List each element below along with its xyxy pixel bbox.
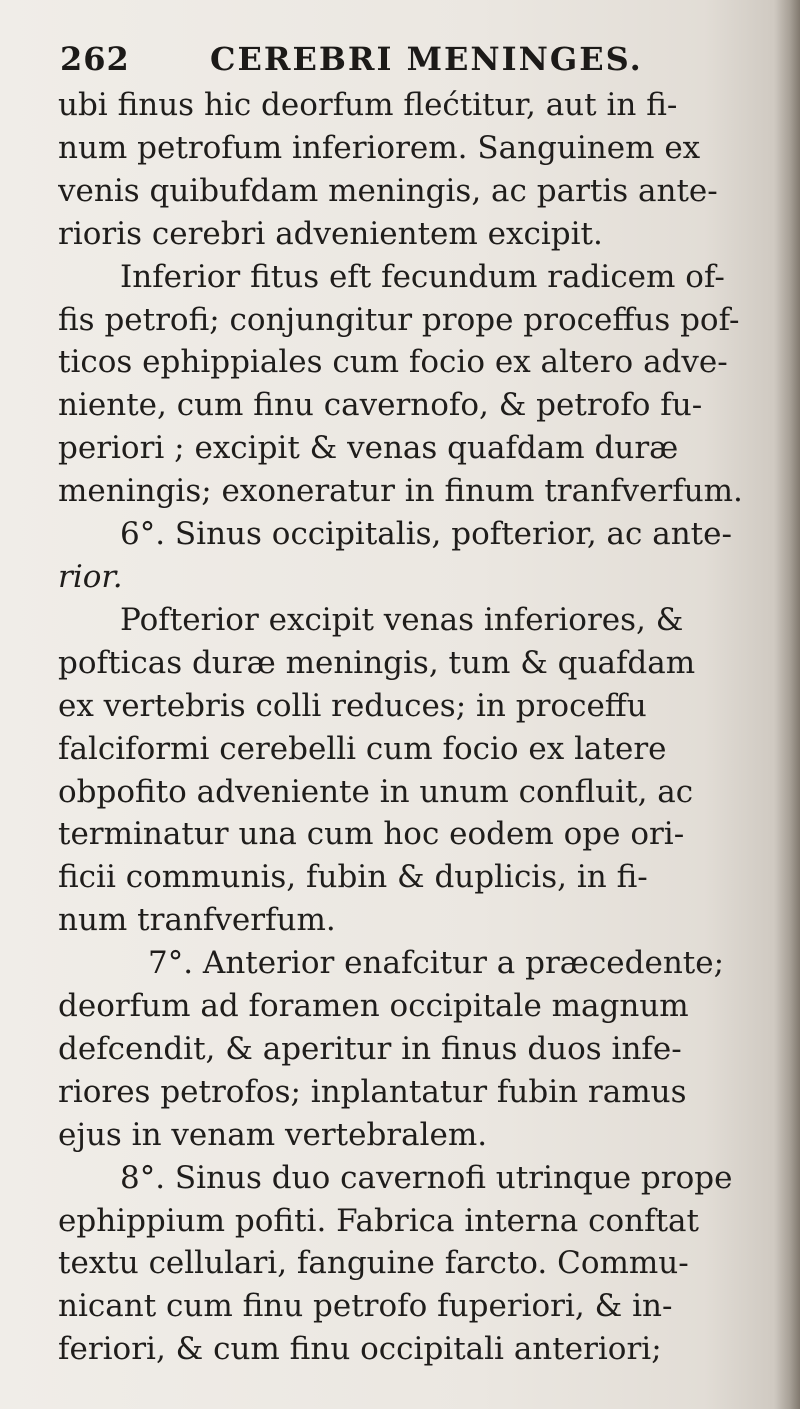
running-header	[60, 40, 643, 78]
text-line: fis petrofi; conjungitur prope proceffus pof-	[58, 301, 740, 338]
text-line: feriori, & cum finu occipitali anteriori;	[58, 1331, 662, 1368]
text-line: ejus in venam vertebralem.	[58, 1116, 488, 1153]
text-line: Inferior fitus eft fecundum radicem of-	[120, 258, 725, 295]
text-line: ficii communis, fubin & duplicis, in fi-	[58, 859, 648, 896]
text-line: ubi finus hic deorfum flećtitur, aut in fi-	[58, 87, 678, 123]
text-line: rioris cerebri advenientem excipit.	[58, 215, 603, 252]
text-line: riores petrofos; inplantatur fubin ramus	[58, 1073, 687, 1110]
text-line: 8°. Sinus duo cavernofi utrinque prope	[120, 1159, 733, 1196]
text-line: deorfum ad foramen occipitale magnum	[58, 988, 689, 1025]
text-line: 7°. Anterior enafcitur a præcedente;	[148, 945, 725, 982]
text-line: rior.	[58, 558, 123, 595]
page-number: 262	[60, 40, 130, 78]
text-line: periori ; excipit & venas quafdam duræ	[58, 430, 679, 467]
text-line: num tranfverfum.	[58, 902, 336, 939]
text-line: 6°. Sinus occipitalis, pofterior, ac ante-	[120, 516, 732, 553]
text-line: ticos ephippiales cum focio ex altero adve-	[58, 344, 728, 381]
text-line: falciformi cerebelli cum focio ex latere	[58, 730, 667, 767]
text-line: meningis; exoneratur in finum tranfverfum.	[58, 473, 743, 510]
text-line: Pofterior excipit venas inferiores, &	[120, 601, 684, 638]
body-text	[58, 84, 748, 1371]
text-line: nicant cum finu petrofo fuperiori, & in-	[58, 1288, 673, 1325]
text-line: niente, cum finu cavernofo, & petrofo fu-	[58, 387, 703, 424]
text-line: ex vertebris colli reduces; in proceffu	[58, 687, 647, 724]
running-title: CEREBRI MENINGES.	[210, 40, 643, 78]
text-line: obpofito adveniente in unum confluit, ac	[58, 773, 694, 810]
text-line: num petrofum inferiorem. Sanguinem ex	[58, 129, 701, 166]
text-line: pofticas duræ meningis, tum & quafdam	[58, 644, 696, 681]
text-line: ephippium pofiti. Fabrica interna conftat	[58, 1202, 699, 1239]
text-line: terminatur una cum hoc eodem ope ori-	[58, 816, 685, 853]
page-edge-shadow	[774, 0, 800, 1409]
text-line: venis quibufdam meningis, ac partis ante-	[58, 172, 718, 209]
text-line: defcendit, & aperitur in finus duos infe-	[58, 1030, 682, 1067]
text-line: textu cellulari, fanguine farcto. Commu-	[58, 1245, 689, 1282]
